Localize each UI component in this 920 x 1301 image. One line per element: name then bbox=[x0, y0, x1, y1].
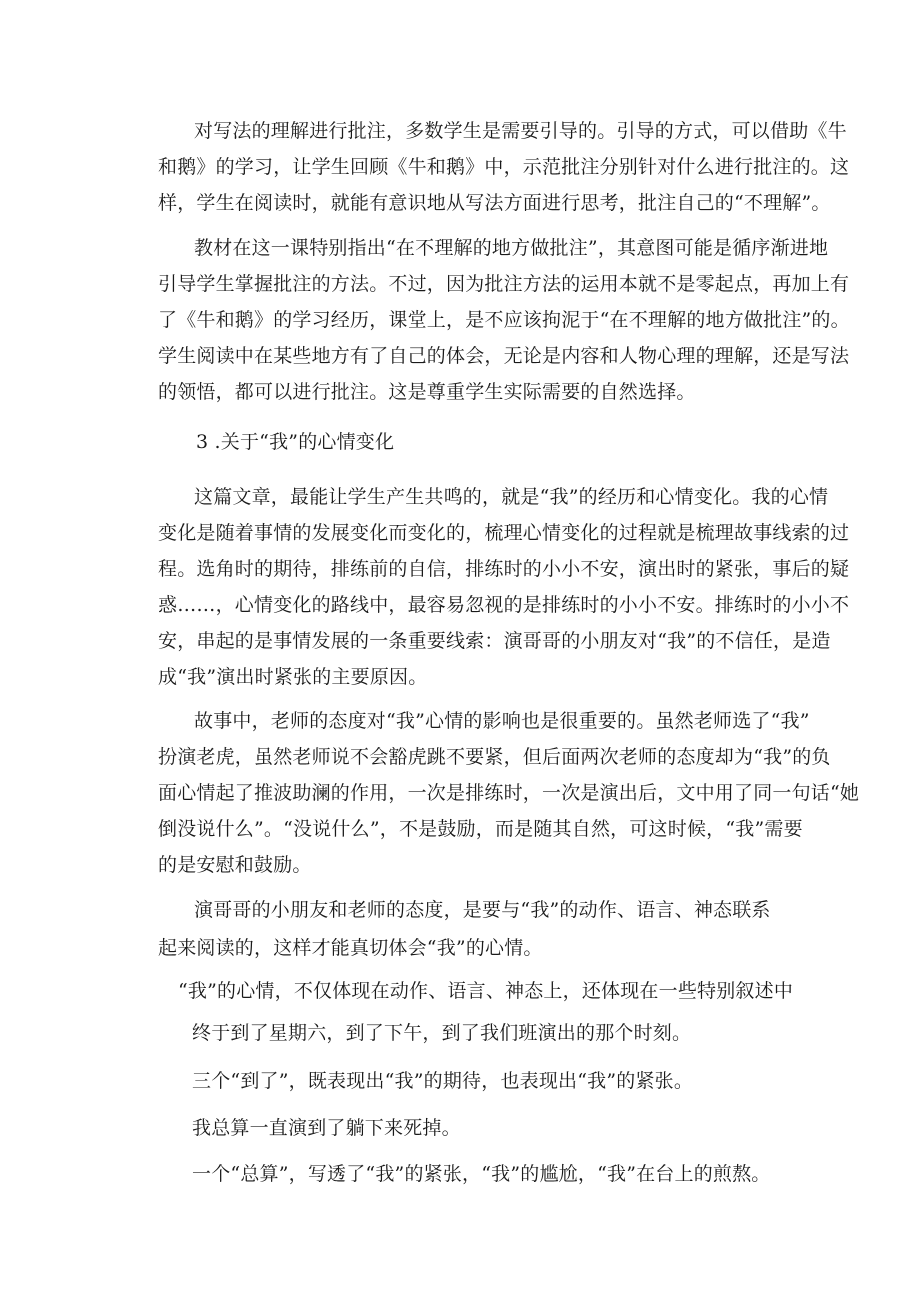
paragraph-2-line-5: 的领悟，都可以进行批注。这是尊重学生实际需要的自然选择。 bbox=[158, 381, 696, 403]
paragraph-5-line-2: 起来阅读的，这样才能真切体会“我”的心情。 bbox=[158, 937, 543, 959]
paragraph-4-line-1: 故事中，老师的态度对“我”心情的影响也是很重要的。虽然老师选了“我” bbox=[194, 710, 810, 732]
paragraph-1-line-2: 和鹅》的学习，让学生回顾《牛和鹅》中，示范批注分别针对什么进行批注的。这 bbox=[158, 156, 850, 178]
paragraph-9-line-1: 我总算一直演到了躺下来死掉。 bbox=[192, 1117, 461, 1139]
paragraph-5-line-1: 演哥哥的小朋友和老师的态度，是要与“我”的动作、语言、神态联系 bbox=[194, 899, 771, 921]
paragraph-8-line-1: 三个“到了”，既表现出“我”的期待，也表现出“我”的紧张。 bbox=[192, 1070, 694, 1092]
paragraph-4-line-3: 面心情起了推波助澜的作用，一次是排练时，一次是演出后，文中用了同一句话“她 bbox=[158, 782, 860, 804]
paragraph-2-line-1: 教材在这一课特别指出“在不理解的地方做批注”，其意图可能是循序渐进地 bbox=[194, 237, 829, 259]
paragraph-3-line-5: 安，串起的是事情发展的一条重要线索：演哥哥的小朋友对“我”的不信任，是造 bbox=[158, 630, 831, 652]
paragraph-4-line-4: 倒没说什么”。“没说什么”，不是鼓励，而是随其自然，可这时候，“我”需要 bbox=[158, 818, 803, 840]
paragraph-3-line-4: 惑……，心情变化的路线中，最容易忽视的是排练时的小小不安。排练时的小小不 bbox=[158, 594, 850, 616]
paragraph-1-line-3: 样，学生在阅读时，就能有意识地从写法方面进行思考，批注自己的“不理解”。 bbox=[158, 192, 831, 214]
paragraph-3-line-3: 程。选角时的期待，排练前的自信，排练时的小小不安，演出时的紧张，事后的疑 bbox=[158, 558, 850, 580]
paragraph-6-line-1: “我”的心情，不仅体现在动作、语言、神态上，还体现在一些特别叙述中 bbox=[178, 980, 794, 1002]
paragraph-3-line-1: 这篇文章，最能让学生产生共鸣的，就是“我”的经历和心情变化。我的心情 bbox=[194, 486, 829, 508]
paragraph-2-line-2: 引导学生掌握批注的方法。不过，因为批注方法的运用本就不是零起点，再加上有 bbox=[158, 273, 850, 295]
paragraph-3-line-6: 成“我”演出时紧张的主要原因。 bbox=[158, 666, 428, 688]
paragraph-4-line-5: 的是安慰和鼓励。 bbox=[158, 854, 312, 876]
section-heading: 3 .关于“我”的心情变化 bbox=[196, 431, 395, 453]
paragraph-7-line-1: 终于到了星期六，到了下午，到了我们班演出的那个时刻。 bbox=[192, 1022, 692, 1044]
paragraph-1-line-1: 对写法的理解进行批注，多数学生是需要引导的。引导的方式，可以借助《牛 bbox=[194, 120, 847, 142]
paragraph-2-line-3: 了《牛和鹅》的学习经历，课堂上，是不应该拘泥于“在不理解的地方做批注”的。 bbox=[158, 309, 850, 331]
paragraph-10-line-1: 一个“总算”，写透了“我”的紧张，“我”的尴尬，“我”在台上的煎熬。 bbox=[192, 1163, 771, 1185]
paragraph-2-line-4: 学生阅读中在某些地方有了自己的体会，无论是内容和人物心理的理解，还是写法 bbox=[158, 345, 850, 367]
paragraph-4-line-2: 扮演老虎，虽然老师说不会豁虎跳不要紧，但后面两次老师的态度却为“我”的负 bbox=[158, 746, 831, 768]
paragraph-3-line-2: 变化是随着事情的发展变化而变化的，梳理心情变化的过程就是梳理故事线索的过 bbox=[158, 522, 850, 544]
